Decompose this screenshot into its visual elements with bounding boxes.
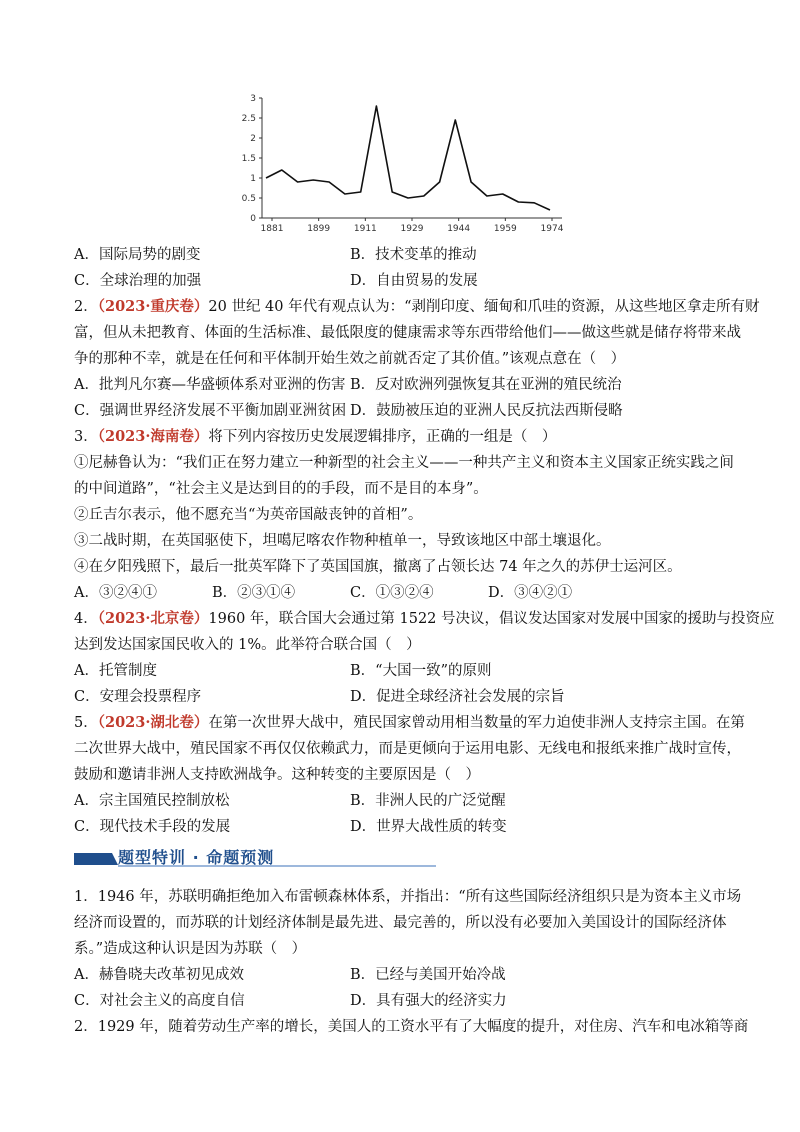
prev-option-c[interactable]: C．全球治理的加强 [74, 273, 202, 289]
q2-stem-line-1: 2．（2023·重庆卷）20 世纪 40 年代有观点认为：“剥削印度、缅甸和爪哇的资源，从这些地区拿走所有财 [74, 298, 760, 315]
x-tick-label: 1881 [260, 224, 284, 234]
y-tick-label: 1 [250, 174, 256, 184]
q5-source: （2023·湖北卷） [97, 714, 209, 731]
q3-option-c[interactable]: C．①③②④ [350, 585, 434, 601]
q3-item-2: ②丘吉尔表示，他不愿充当“为英帝国敲丧钟的首相”。 [74, 507, 423, 523]
x-tick-label: 1929 [400, 224, 424, 234]
t1-stem-line-1: 1．1946 年，苏联明确拒绝加入布雷顿森林体系，并指出：“所有这些国际经济组织只是为资本主义市场 [74, 889, 742, 905]
t1-stem-line-2: 经济而设置的，而苏联的计划经济体制是最先进、最完善的，所以没有必要加入美国设计的国际经济体 [74, 915, 727, 931]
y-tick-label: 2 [250, 134, 256, 144]
q3-option-b[interactable]: B．②③①④ [212, 585, 296, 601]
q5-stem-line-2: 二次世界大战中，殖民国家不再仅仅依赖武力，而是更倾向于运用电影、无线电和报纸来推广战时宣传， [74, 741, 741, 757]
q3-item-3: ③二战时期，在英国驱使下，坦噶尼喀农作物种植单一，导致该地区中部土壤退化。 [74, 533, 611, 549]
t1-option-a[interactable]: A．赫鲁晓夫改革初见成效 [74, 967, 244, 983]
q3-item-1-line-2: 的中间道路”，“社会主义是达到目的的手段，而不是目的本身”。 [74, 481, 488, 497]
q5-option-d[interactable]: D．世界大战性质的转变 [350, 819, 507, 835]
prev-option-d[interactable]: D．自由贸易的发展 [350, 273, 478, 289]
t2-stem-line-1: 2．1929 年，随着劳动生产率的增长，美国人的工资水平有了大幅度的提升，对住房、汽车和电冰箱等商 [74, 1019, 749, 1035]
q3-item-1-line-1: ①尼赫鲁认为：“我们正在努力建立一种新型的社会主义——一种共产主义和资本主义国家正统实践之间 [74, 455, 734, 471]
y-tick-label: 3 [250, 94, 256, 104]
q2-option-a[interactable]: A．批判凡尔赛—华盛顿体系对亚洲的伤害 [74, 377, 346, 393]
series-line [266, 106, 550, 210]
x-tick-label: 1944 [447, 224, 471, 234]
q2-option-b[interactable]: B．反对欧洲列强恢复其在亚洲的殖民统治 [350, 377, 622, 393]
q4-option-a[interactable]: A．托管制度 [74, 663, 157, 679]
q3-source: （2023·海南卷） [97, 428, 209, 445]
q4-option-d[interactable]: D．促进全球经济社会发展的宗旨 [350, 689, 565, 705]
q3-stem-line-1: 3．（2023·海南卷）将下列内容按历史发展逻辑排序，正确的一组是（ ） [74, 428, 557, 445]
q5-option-a[interactable]: A．宗主国殖民控制放松 [74, 793, 230, 809]
q5-stem-line-3: 鼓励和邀请非洲人支持欧洲战争。这种转变的主要原因是（ ） [74, 767, 480, 783]
section-banner [74, 843, 436, 869]
x-tick-label: 1959 [493, 224, 517, 234]
q2-stem-line-3: 争的那种不幸，就是在任何和平体制开始生效之前就否定了其价值。”该观点意在（ ） [74, 351, 626, 367]
q3-item-4: ④在夕阳残照下，最后一批英军降下了英国国旗，撤离了占领长达 74 年之久的苏伊士运河区。 [74, 559, 682, 575]
y-tick-label: 2.5 [241, 114, 256, 124]
x-tick-label: 1974 [540, 224, 564, 234]
line-chart-svg [240, 88, 570, 238]
q5-option-c[interactable]: C．现代技术手段的发展 [74, 819, 231, 835]
prev-option-b[interactable]: B．技术变革的推动 [350, 247, 477, 263]
q3-option-d[interactable]: D．③④②① [488, 585, 573, 601]
q4-option-b[interactable]: B．“大国一致”的原则 [350, 663, 492, 679]
y-tick-label: 1.5 [241, 154, 256, 164]
q3-option-a[interactable]: A．③②④① [74, 585, 157, 601]
q2-stem-line-2: 富，但从未把教育、体面的生活标准、最低限度的健康需求等东西带给他们——做这些就是储存将带来战 [74, 325, 741, 341]
q4-stem-line-2: 达到发达国家国民收入的 1%。此举符合联合国（ ） [74, 637, 421, 653]
q5-option-b[interactable]: B．非洲人民的广泛觉醒 [350, 793, 506, 809]
t1-option-c[interactable]: C．对社会主义的高度自信 [74, 993, 245, 1009]
t1-stem-line-3: 系。”造成这种认识是因为苏联（ ） [74, 941, 307, 957]
q5-stem-line-1: 5．（2023·湖北卷）在第一次世界大战中，殖民国家曾动用相当数量的军力迫使非洲人支持宗主国。在第 [74, 714, 745, 731]
q2-option-d[interactable]: D．鼓励被压迫的亚洲人民反抗法西斯侵略 [350, 403, 623, 419]
section-banner-title: 题型特训 · 命题预测 [118, 848, 275, 867]
q2-option-c[interactable]: C．强调世界经济发展不平衡加剧亚洲贫困 [74, 403, 347, 419]
x-tick-label: 1911 [353, 224, 377, 234]
line-chart [240, 88, 570, 238]
t1-option-d[interactable]: D．具有强大的经济实力 [350, 993, 507, 1009]
y-tick-label: 0.5 [241, 194, 256, 204]
q2-source: （2023·重庆卷） [97, 298, 209, 315]
q4-option-c[interactable]: C．安理会投票程序 [74, 689, 202, 705]
q4-source: （2023·北京卷） [97, 610, 209, 627]
prev-option-a[interactable]: A．国际局势的剧变 [74, 247, 201, 263]
t1-option-b[interactable]: B．已经与美国开始冷战 [350, 967, 506, 983]
x-tick-label: 1899 [307, 224, 331, 234]
y-tick-label: 0 [250, 214, 256, 224]
q4-stem-line-1: 4．（2023·北京卷）1960 年，联合国大会通过第 1522 号决议，倡议发达国家对发展中国家的援助与投资应 [74, 610, 775, 627]
